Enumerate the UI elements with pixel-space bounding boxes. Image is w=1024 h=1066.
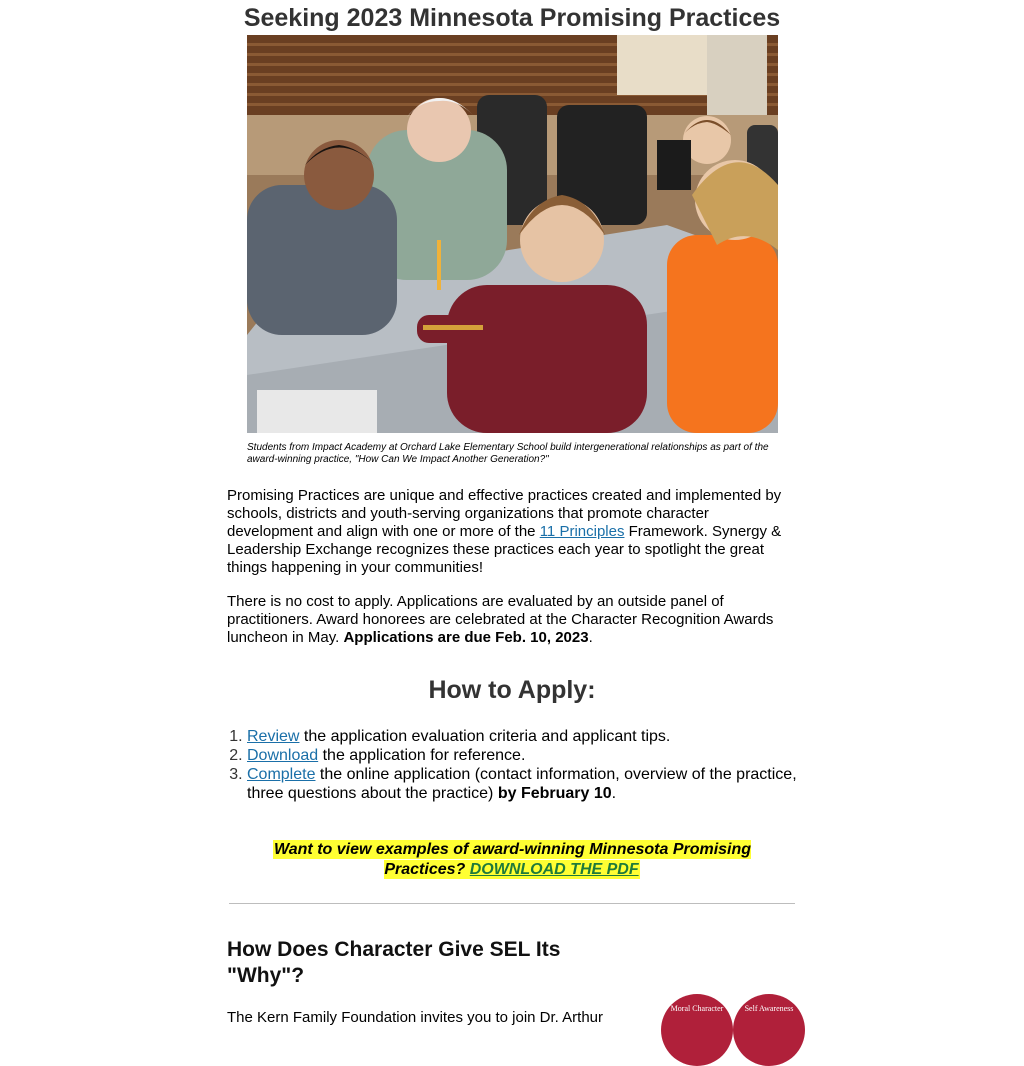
complete-link[interactable]: Complete [247, 766, 316, 783]
step-download [247, 746, 822, 765]
self-awareness-label: Self Awareness [744, 1004, 794, 1013]
how-to-apply-heading: How to Apply: [428, 676, 596, 704]
step-complete-deadline: by February 10 [497, 785, 612, 802]
promo-text: Want to view examples of award-winning Minnesota Promising Practices? [273, 841, 752, 878]
eleven-principles-link[interactable]: 11 Principles [539, 523, 625, 540]
promo-callout [262, 840, 762, 880]
sel-section-heading: How Does Character Give SEL Its "Why"? [227, 938, 561, 987]
step-review-text: the application evaluation criteria and applicant tips. [299, 728, 671, 745]
step-complete-end: . [611, 785, 617, 802]
sel-section-body: The Kern Family Foundation invites you to join Dr. Arthur [227, 1009, 604, 1026]
self-awareness-graphic [733, 994, 805, 1066]
step-review [247, 727, 822, 746]
page-title: Seeking 2023 Minnesota Promising Practices [243, 4, 781, 32]
photo-caption: Students from Impact Academy at Orchard Lake Elementary School build intergenerational relationships as part of the award-winning practice, "How Can We Impact Another Generation?" [247, 442, 769, 465]
section-divider [229, 903, 795, 904]
moral-character-label: Moral Character [670, 1004, 724, 1013]
step-complete-text: the online application (contact information, overview of the practice, three questions about the practice) [247, 766, 797, 802]
step-download-text: the application for reference. [318, 747, 526, 764]
apply-steps-list [227, 727, 822, 803]
intro-text-end: Framework. Synergy & Leadership Exchange recognizes these practices each year to spotlight the great things happening in your communities! [227, 523, 782, 576]
download-pdf-link[interactable]: DOWNLOAD THE PDF [469, 861, 639, 878]
intro-paragraph [227, 487, 797, 577]
step-complete [247, 765, 822, 803]
intro-text-start: Promising Practices are unique and effective practices created and implemented by schools, districts and youth-serving organizations that promote character development and align with one or more of the [227, 487, 782, 540]
apply-info-end: . [588, 629, 593, 646]
download-link[interactable]: Download [247, 747, 319, 764]
apply-info-paragraph [227, 593, 797, 647]
students-photo [247, 35, 778, 433]
apply-info-text: There is no cost to apply. Applications are evaluated by an outside panel of practitioners. Award honorees are celebrated at the Character Recognition Awards luncheon in May. [227, 593, 774, 646]
deadline-text: Applications are due Feb. 10, 2023 [343, 629, 589, 646]
moral-character-graphic [661, 994, 733, 1066]
review-link[interactable]: Review [247, 728, 300, 745]
